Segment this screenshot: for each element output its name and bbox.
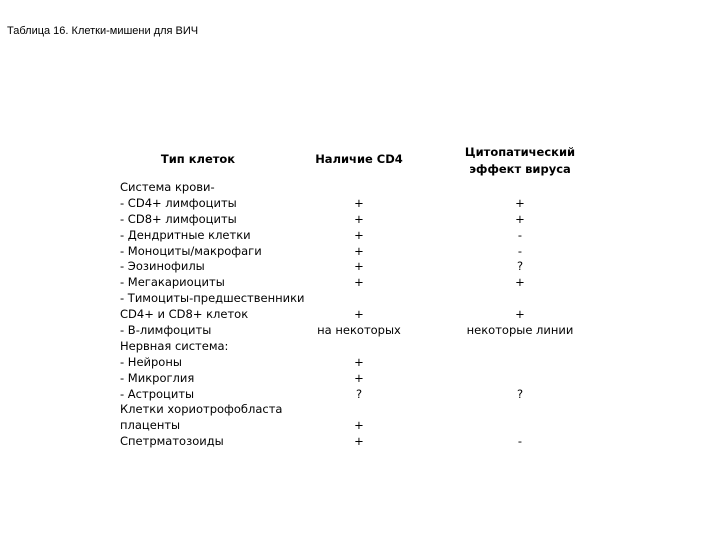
header-effect-line1: Цитопатический [464,145,576,159]
cd4-presence-cell: + [354,275,364,290]
cell-type-cell: - Астроциты [120,386,195,401]
cd4-presence-cell: + [354,370,364,385]
cell-type-cell: Клетки хориотрофобласта [120,402,283,417]
table-row [120,339,600,355]
cell-type-cell: Система крови- [120,180,215,194]
cell-type-cell: плаценты [120,418,181,433]
cell-type-cell: - Микроглия [120,370,195,385]
cytopathic-effect-cell: + [515,195,525,210]
cd4-presence-cell: ? [355,386,363,401]
hiv-target-cells-table [120,138,600,450]
table-row [120,180,600,196]
cell-type-cell: - Эозинофилы [120,259,205,274]
table-row [120,212,600,228]
table-row [120,244,600,260]
table-row [120,371,600,387]
cd4-presence-cell: + [354,307,364,322]
cell-type-cell: Нервная система: [120,338,229,353]
table-row [120,402,600,418]
cytopathic-effect-cell: - [517,434,523,449]
cd4-presence-cell: + [354,418,364,433]
cd4-presence-cell: + [354,259,364,274]
table-header [120,138,600,180]
cytopathic-effect-cell: + [515,211,525,226]
table-row [120,418,600,434]
table-row [120,275,600,291]
cd4-presence-cell: на некоторых [317,323,401,338]
table-row [120,228,600,244]
cell-type-cell: - Тимоциты-предшественники [120,291,305,306]
cd4-presence-cell: + [354,195,364,210]
cell-type-cell: - CD8+ лимфоциты [120,211,237,226]
header-cytopathic-effect [445,144,595,178]
cell-type-cell: - В-лимфоциты [120,323,212,338]
header-cd4: Наличие CD4 [315,152,403,166]
cytopathic-effect-cell: некоторые линии [466,323,574,338]
table-row [120,307,600,323]
cell-type-cell: - CD4+ лимфоциты [120,195,237,210]
header-cell-type: Тип клеток [160,152,236,166]
cytopathic-effect-cell: + [515,275,525,290]
cd4-presence-cell: + [354,434,364,449]
cd4-presence-cell: + [354,227,364,242]
header-effect-line2: эффект вируса [469,162,571,176]
cd4-presence-cell: + [354,243,364,258]
table-row [120,355,600,371]
table-row [120,259,600,275]
cell-type-cell: Спетрматозоиды [120,434,224,449]
table-row [120,291,600,307]
table-body [120,180,600,450]
cytopathic-effect-cell: - [517,227,523,242]
cell-type-cell: - Дендритные клетки [120,227,251,242]
cytopathic-effect-cell: ? [516,386,524,401]
table-row [120,387,600,403]
table-row [120,196,600,212]
table-caption: Таблица 16. Клетки-мишени для ВИЧ [7,25,199,37]
cytopathic-effect-cell: + [515,307,525,322]
table-row [120,323,600,339]
cd4-presence-cell: + [354,211,364,226]
cytopathic-effect-cell: - [517,243,523,258]
cell-type-cell: - Мегакариоциты [120,275,225,290]
cell-type-cell: - Моноциты/макрофаги [120,243,262,258]
cd4-presence-cell: + [354,354,364,369]
cytopathic-effect-cell: ? [516,259,524,274]
cell-type-cell: - Нейроны [120,354,182,369]
cell-type-cell: CD4+ и CD8+ клеток [120,307,249,322]
table-row [120,434,600,450]
